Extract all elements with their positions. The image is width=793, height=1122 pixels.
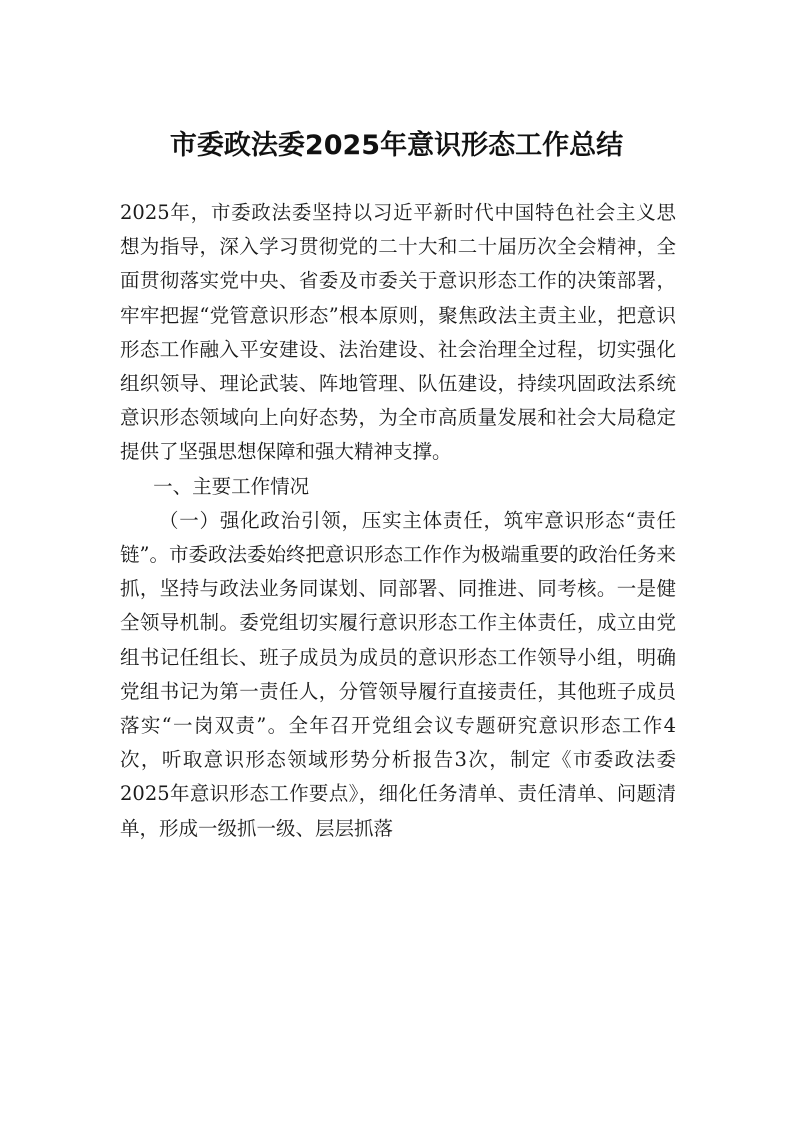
document-body xyxy=(120,196,676,846)
intro-paragraph: 2025年，市委政法委坚持以习近平新时代中国特色社会主义思想为指导，深入学习贯彻党的二十大和二十届历次全会精神，全面贯彻落实党中央、省委及市委关于意识形态工作的决策部署，牢牢把握“党管意识形态”根本原则，聚焦政法主责主业，把意识形态工作融入平安建设、法治建设、社会治理全过程，切实强化组织领导、理论武装、阵地管理、队伍建设，持续巩固政法系统意识形态领域向上向好态势，为全市高质量发展和社会大局稳定提供了坚强思想保障和强大精神支撑。 xyxy=(120,201,676,464)
document-title: 市委政法委2025年意识形态工作总结 xyxy=(169,130,624,161)
section-heading: 一、主要工作情况 xyxy=(153,474,310,498)
section-paragraph: （一）强化政治引领，压实主体责任，筑牢意识形态“责任链”。市委政法委始终把意识形态工作作为极端重要的政治任务来抓，坚持与政法业务同谋划、同部署、同推进、同考核。一是健全领导机制。委党组切实履行意识形态工作主体责任，成立由党组书记任组长、班子成员为成员的意识形态工作领导小组，明确党组书记为第一责任人，分管领导履行直接责任，其他班子成员落实“一岗双责”。全年召开党组会议专题研究意识形态工作4次，听取意识形态领域形势分析报告3次，制定《市委政法委2025年意识形态工作要点》，细化任务清单、责任清单、问题清单，形成一级抓一级、层层抓落 xyxy=(120,508,676,840)
